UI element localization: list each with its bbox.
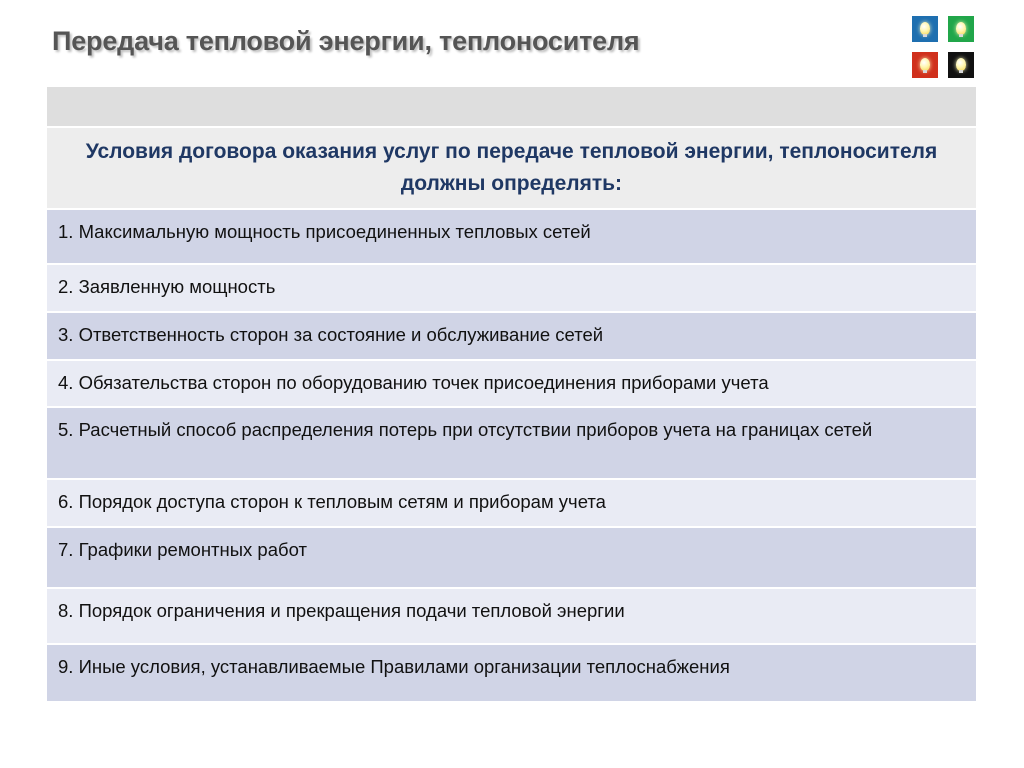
table-row: 6. Порядок доступа сторон к тепловым сетям и приборам учета	[47, 480, 976, 528]
table-row: 3. Ответственность сторон за состояние и обслуживание сетей	[47, 313, 976, 361]
table-heading: Условия договора оказания услуг по передаче тепловой энергии, теплоносителя должны определять:	[47, 128, 976, 210]
table-row: 5. Расчетный способ распределения потерь при отсутствии приборов учета на границах сетей	[47, 408, 976, 480]
table-row: 2. Заявленную мощность	[47, 265, 976, 313]
table-top-row	[47, 87, 976, 128]
lightbulb-icon	[920, 22, 930, 35]
logo-square-blue	[912, 16, 938, 42]
table-row: 1. Максимальную мощность присоединенных тепловых сетей	[47, 210, 976, 265]
lightbulb-icon	[956, 22, 966, 35]
lightbulb-icon	[920, 58, 930, 71]
lightbulb-icon	[956, 58, 966, 71]
table-row: 9. Иные условия, устанавливаемые Правилами организации теплоснабжения	[47, 645, 976, 701]
slide-title: Передача тепловой энергии, теплоносителя	[52, 26, 640, 56]
logo	[912, 16, 976, 80]
logo-square-black	[948, 52, 974, 78]
table-row: 7. Графики ремонтных работ	[47, 528, 976, 589]
table-row: 4. Обязательства сторон по оборудованию точек присоединения приборами учета	[47, 361, 976, 408]
conditions-table	[47, 87, 976, 701]
logo-square-red	[912, 52, 938, 78]
logo-square-green	[948, 16, 974, 42]
table-row: 8. Порядок ограничения и прекращения подачи тепловой энергии	[47, 589, 976, 645]
